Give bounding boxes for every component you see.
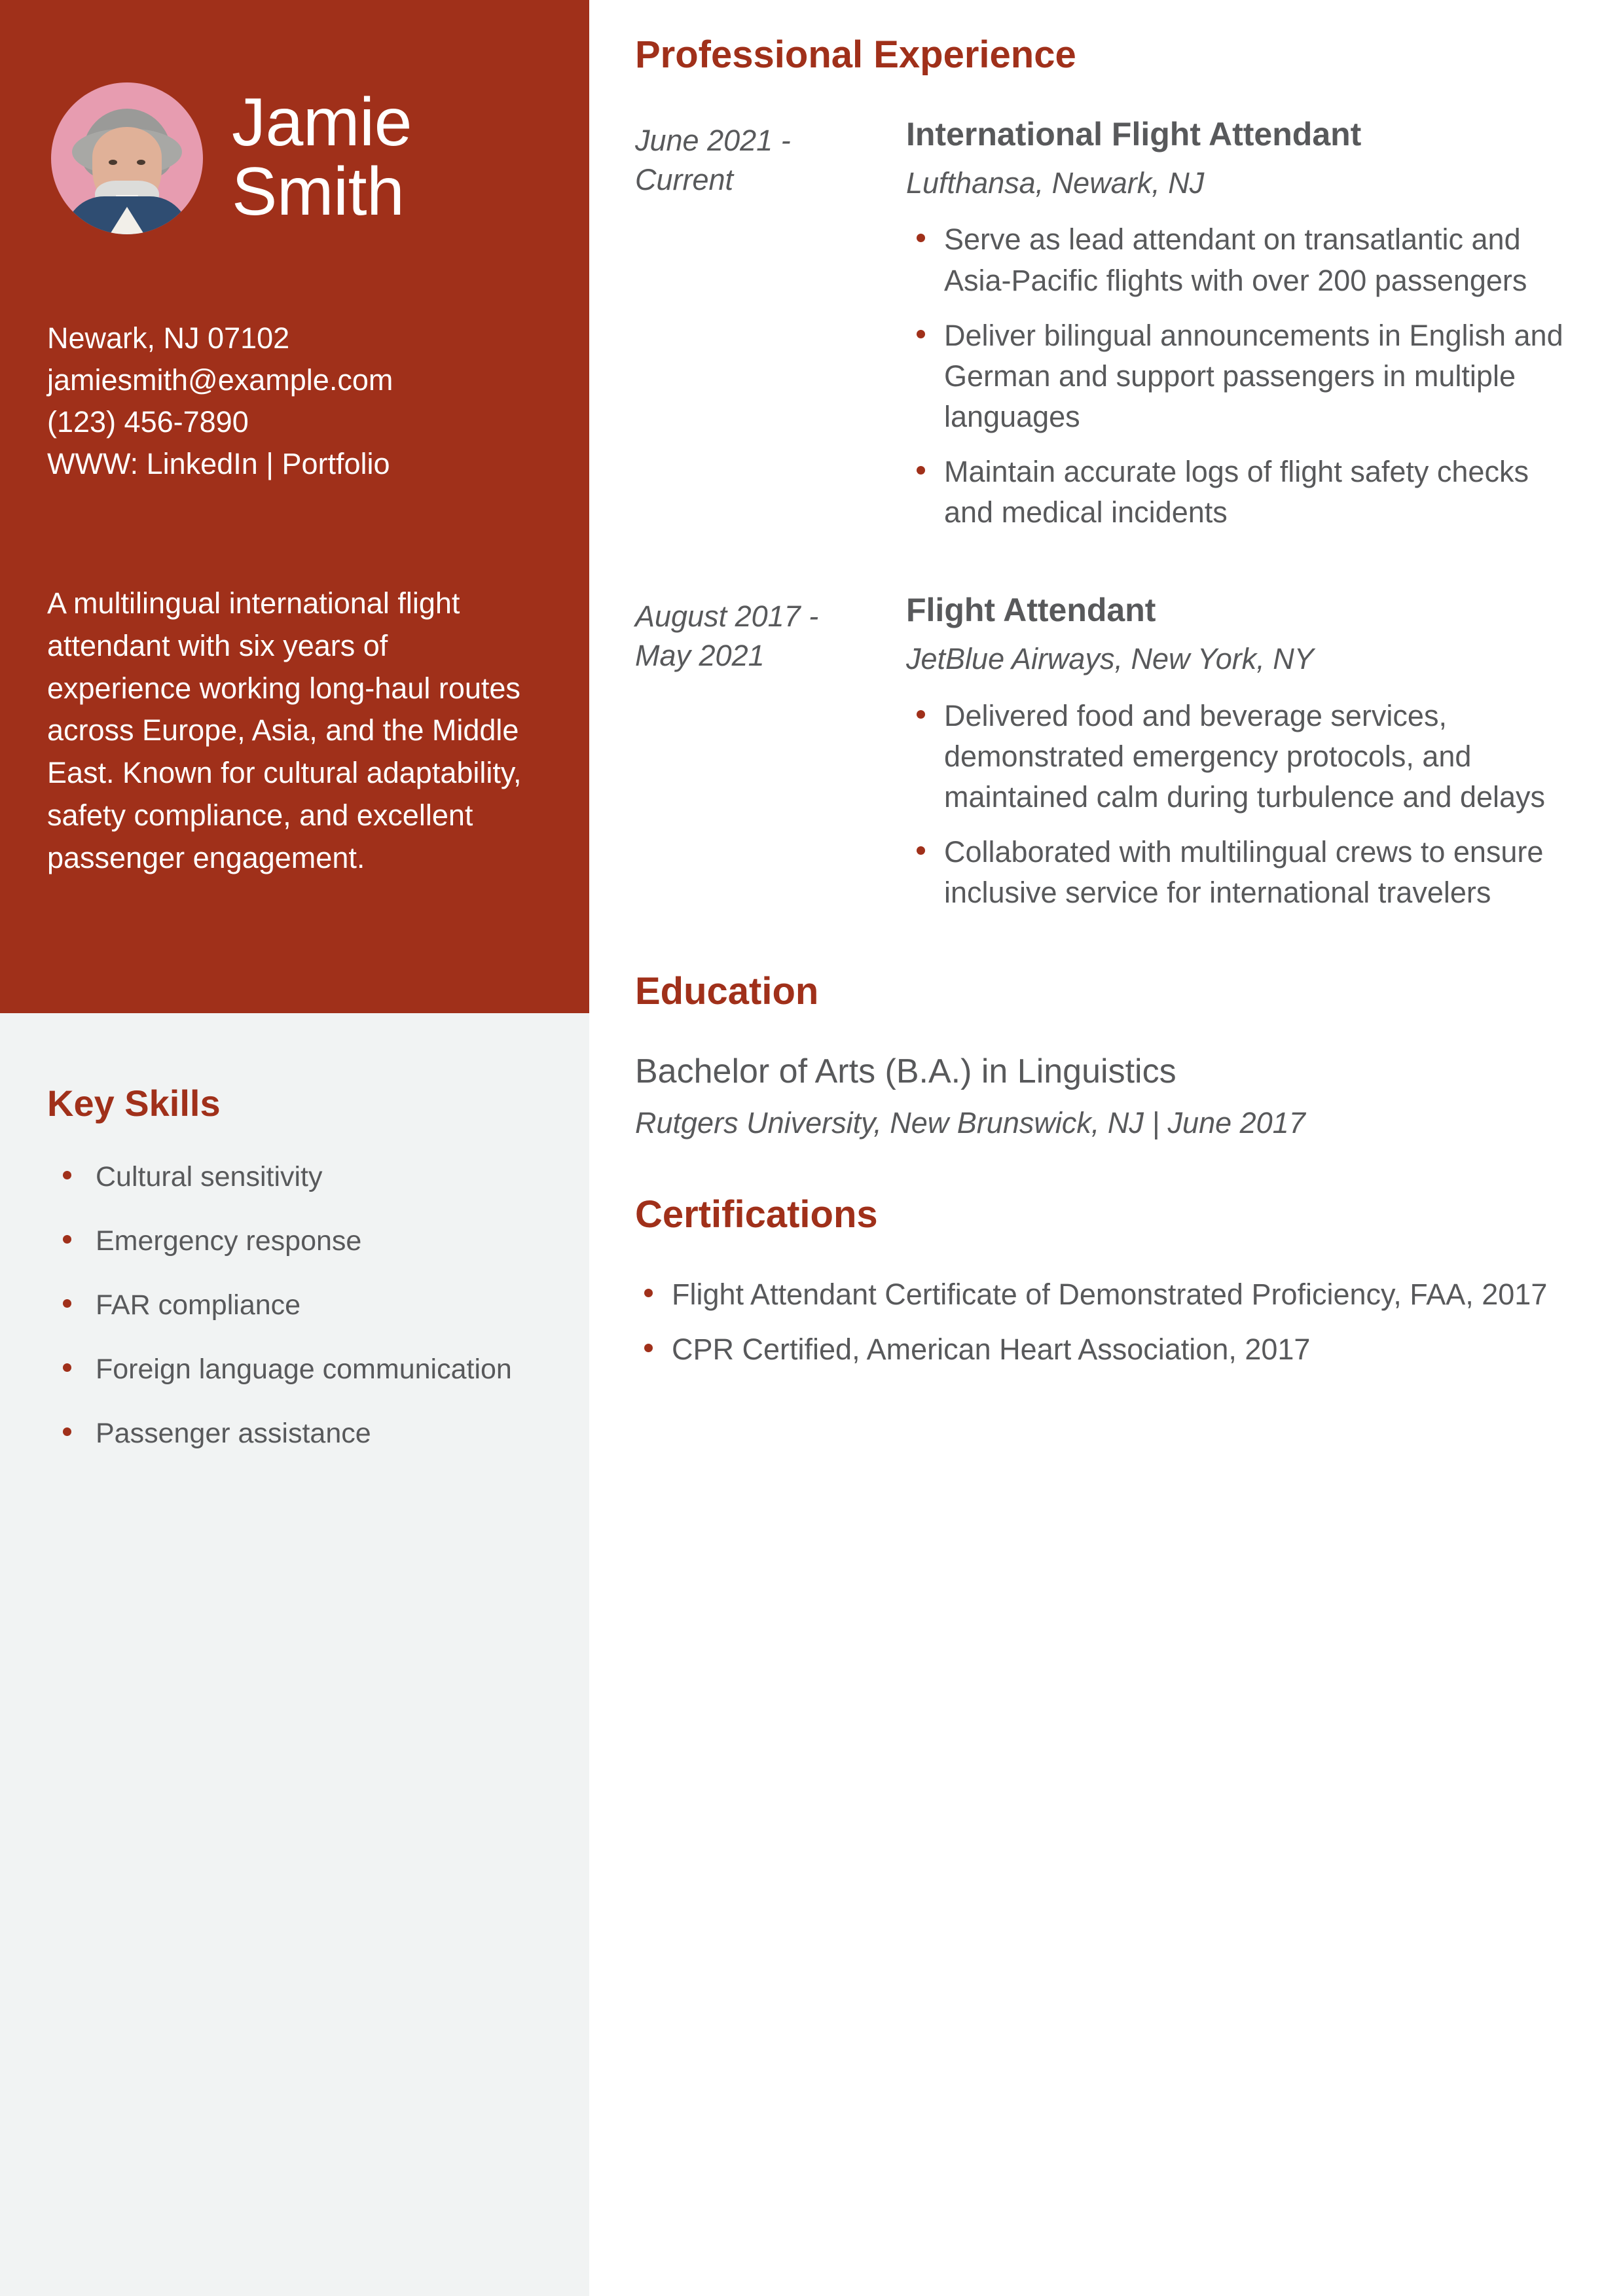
experience-entry [635,590,1569,927]
experience-job-title: International Flight Attendant [906,115,1362,152]
key-skills-list [47,1158,558,1452]
education-degree: Bachelor of Arts (B.A.) in Linguistics [635,1052,1176,1091]
list-item: Serve as lead attendant on transatlantic and Asia-Pacific flights with over 200 passengers [906,219,1569,300]
experience-dates: August 2017 - May 2021 [635,600,819,673]
key-skills-section [47,1083,558,1479]
summary-text: A multilingual international flight attendant with six years of experience working long-haul routes across Europe, Asia, and the Middle East. Known for cultural adaptability, safety compliance, and excellent passenger engagement. [47,586,522,874]
candidate-name [232,82,412,230]
key-skills-heading: Key Skills [47,1083,221,1124]
avatar [51,82,203,234]
professional-summary [47,583,532,880]
contact-email[interactable]: jamiesmith@example.com [47,363,393,397]
portrait-eye-left [109,160,117,165]
experience-job-title: Flight Attendant [906,592,1156,629]
list-item: Passenger assistance [47,1414,558,1452]
contact-phone[interactable]: (123) 456-7890 [47,404,249,439]
list-item: Collaborated with multilingual crews to ensure inclusive service for international travelers [906,832,1569,913]
portrait-eye-right [137,160,145,165]
list-item: Maintain accurate logs of flight safety checks and medical incidents [906,452,1569,533]
education-school: Rutgers University, New Brunswick, NJ | June 2017 [635,1106,1305,1140]
list-item: Foreign language communication [47,1350,558,1388]
experience-body [906,115,1569,547]
experience-bullet-list [906,219,1569,533]
contact-details [47,317,558,485]
list-item: Flight Attendant Certificate of Demonstrated Proficiency, FAA, 2017 [635,1274,1569,1315]
contact-links[interactable]: WWW: LinkedIn | Portfolio [47,446,390,480]
sidebar [0,0,589,2296]
experience-body [906,590,1569,927]
experience-entry [635,115,1569,547]
main-column [589,0,1623,2296]
contact-address: Newark, NJ 07102 [47,321,290,355]
name-first: Jamie [232,84,412,160]
professional-experience-heading: Professional Experience [635,33,1076,76]
name-last: Smith [232,154,405,230]
experience-dates: June 2021 - Current [635,123,791,197]
list-item: Cultural sensitivity [47,1158,558,1196]
list-item: FAR compliance [47,1286,558,1324]
list-item: Delivered food and beverage services, demonstrated emergency protocols, and maintained calm during turbulence and delays [906,696,1569,817]
identity-header [51,82,549,234]
certifications-list [635,1274,1569,1370]
experience-bullet-list [906,696,1569,913]
education-heading: Education [635,970,819,1013]
certifications-heading: Certifications [635,1193,878,1236]
list-item: CPR Certified, American Heart Association, 2017 [635,1329,1569,1370]
list-item: Deliver bilingual announcements in English and German and support passengers in multiple languages [906,315,1569,437]
experience-employer: Lufthansa, Newark, NJ [906,166,1205,200]
list-item: Emergency response [47,1222,558,1260]
education-section [635,971,1569,1143]
experience-employer: JetBlue Airways, New York, NY [906,642,1314,676]
certifications-section [635,1194,1569,1370]
